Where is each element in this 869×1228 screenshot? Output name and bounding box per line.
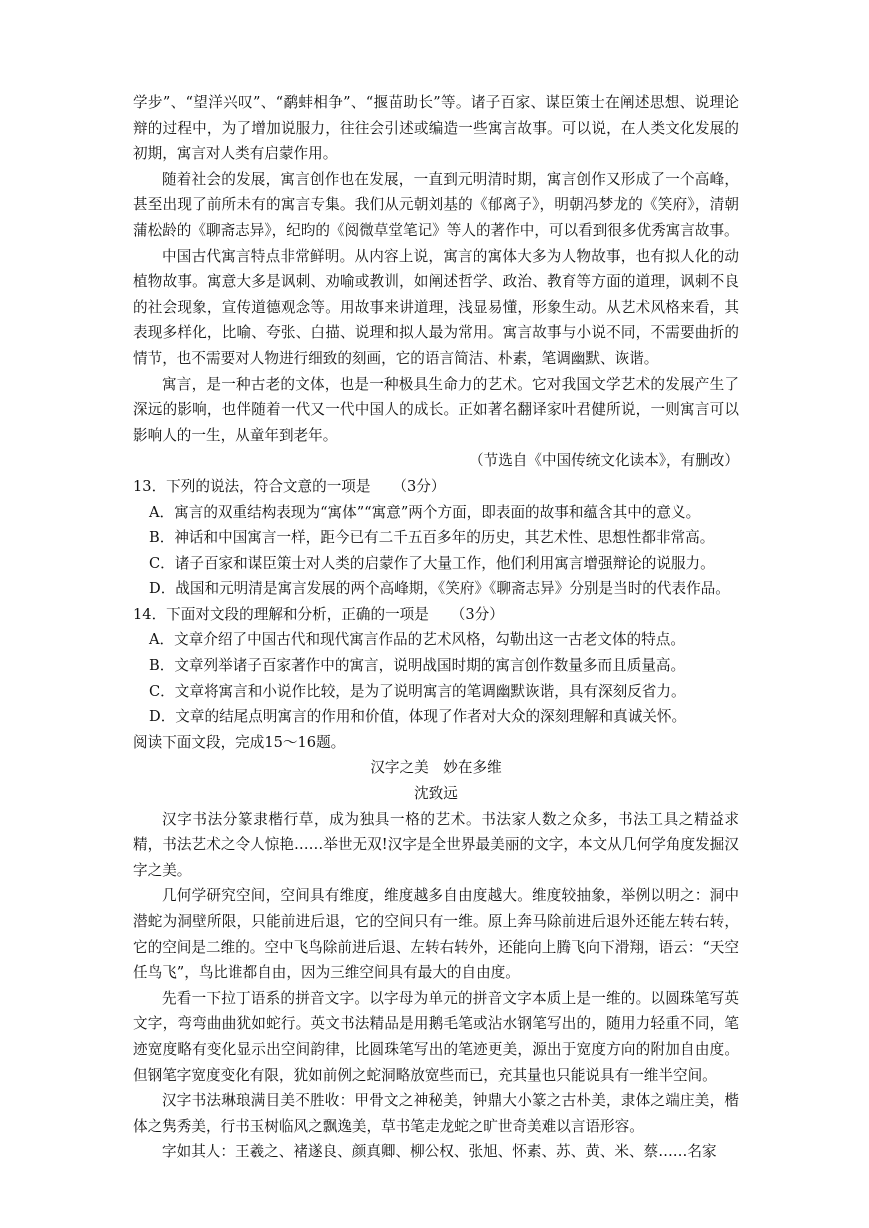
question-14-stem: 14．下面对文段的理解和分析，正确的一项是 （3分）: [133, 605, 504, 623]
question-13-option-d: D．战国和元明清是寓言发展的两个高峰期，《笑府》《聊斋志异》分别是当时的代表作品。: [149, 580, 730, 598]
article-paragraph-1: 汉字书法分篆隶楷行草，成为独具一格的艺术。书法家人数之众多，书法工具之精益求精，书法艺术之令人惊艳……举世无双!汉字是全世界最美丽的文字，本文从几何学角度发掘汉字之美。: [133, 810, 739, 879]
article-paragraph-2: 几何学研究空间，空间具有维度，维度越多自由度越大。维度较抽象，举例以明之：洞中潜蛇为洞壁所限，只能前进后退，它的空间只有一维。原上奔马除前进后退外还能左转右转，它的空间是二维的。空中飞鸟除前进后退、左转右转外，还能向上腾飞向下滑翔，语云：“天空任鸟飞”，鸟比谁都自由，因为三维空间具有最大的自由度。: [133, 887, 739, 982]
article-paragraph-3: 先看一下拉丁语系的拼音文字。以字母为单元的拼音文字本质上是一维的。以圆珠笔写英文字，弯弯曲曲犹如蛇行。英文书法精品是用鹅毛笔或沾水钢笔写出的，随用力轻重不同，笔迹宽度略有变化显示出空间韵律，比圆珠笔写出的笔迹更美，源出于宽度方向的附加自由度。但钢笔字宽度变化有限，犹如前例之蛇洞略放宽些而已，充其量也只能说具有一维半空间。: [133, 989, 739, 1084]
document-body: [133, 90, 739, 1165]
question-14-option-d: D．文章的结尾点明寓言的作用和价值，体现了作者对大众的深刻理解和真诚关怀。: [149, 708, 687, 726]
article-author: 沈致远: [414, 785, 458, 803]
paragraph-4: 寓言，是一种古老的文体，也是一种极具生命力的艺术。它对我国文学艺术的发展产生了深远的影响，也伴随着一代又一代中国人的成长。正如著名翻译家叶君健所说，一则寓言可以影响人的一生，从童年到老年。: [133, 375, 739, 444]
paragraph-2: 随着社会的发展，寓言创作也在发展，一直到元明清时期，寓言创作又形成了一个高峰，甚至出现了前所未有的寓言专集。我们从元朝刘基的《郁离子》，明朝冯梦龙的《笑府》，清朝蒲松龄的《聊斋志异》，纪昀的《阅微草堂笔记》等人的著作中，可以看到很多优秀寓言故事。: [133, 170, 739, 239]
paragraph-1: 学步”、“望洋兴叹”、“鹬蚌相争”、“揠苗助长”等。诸子百家、谋臣策士在阐述思想、说理论辩的过程中，为了增加说服力，往往会引述或编造一些寓言故事。可以说，在人类文化发展的初期，寓言对人类有启蒙作用。: [133, 94, 739, 163]
article-paragraph-5: 字如其人：王羲之、褚遂良、颜真卿、柳公权、张旭、怀素、苏、黄、米、蔡……名家: [162, 1143, 717, 1161]
question-13-option-a: A．寓言的双重结构表现为“寓体”“寓意”两个方面，即表面的故事和蕴含其中的意义。: [149, 503, 701, 521]
question-13-option-b: B．神话和中国寓言一样，距今已有二千五百多年的历史，其艺术性、思想性都非常高。: [149, 529, 715, 547]
source-note: （节选自《中国传统文化读本》，有删改）: [469, 452, 739, 470]
paragraph-3: 中国古代寓言特点非常鲜明。从内容上说，寓言的寓体大多为人物故事，也有拟人化的动植物故事。寓意大多是讽刺、劝喻或教训，如阐述哲学、政治、教育等方面的道理，讽刺不良的社会现象，宣传道德观念等。用故事来讲道理，浅显易懂，形象生动。从艺术风格来看，其表现多样化，比喻、夸张、白描、说理和拟人最为常用。寓言故事与小说不同，不需要曲折的情节，也不需要对人物进行细致的刻画，它的语言简洁、朴素，笔调幽默、诙谐。: [133, 247, 739, 367]
question-13-stem: 13．下列的说法，符合文意的一项是 （3分）: [133, 477, 446, 495]
question-14-option-c: C．文章将寓言和小说作比较，是为了说明寓言的笔调幽默诙谐，具有深刻反省力。: [149, 682, 686, 700]
question-13-option-c: C．诸子百家和谋臣策士对人类的启蒙作了大量工作，他们利用寓言增强辩论的说服力。: [149, 554, 715, 572]
reading-instruction: 阅读下面文段，完成15～16题。: [133, 733, 346, 751]
article-title: 汉字之美 妙在多维: [370, 759, 502, 777]
article-paragraph-4: 汉字书法琳琅满目美不胜收：甲骨文之神秘美，钟鼎大小篆之古朴美，隶体之端庄美，楷体之隽秀美，行书玉树临风之飘逸美，草书笔走龙蛇之旷世奇美难以言语形容。: [133, 1092, 739, 1135]
question-14-option-a: A．文章介绍了中国古代和现代寓言作品的艺术风格，勾勒出这一古老文体的特点。: [149, 631, 685, 649]
question-14-option-b: B．文章列举诸子百家著作中的寓言，说明战国时期的寓言创作数量多而且质量高。: [149, 657, 686, 675]
